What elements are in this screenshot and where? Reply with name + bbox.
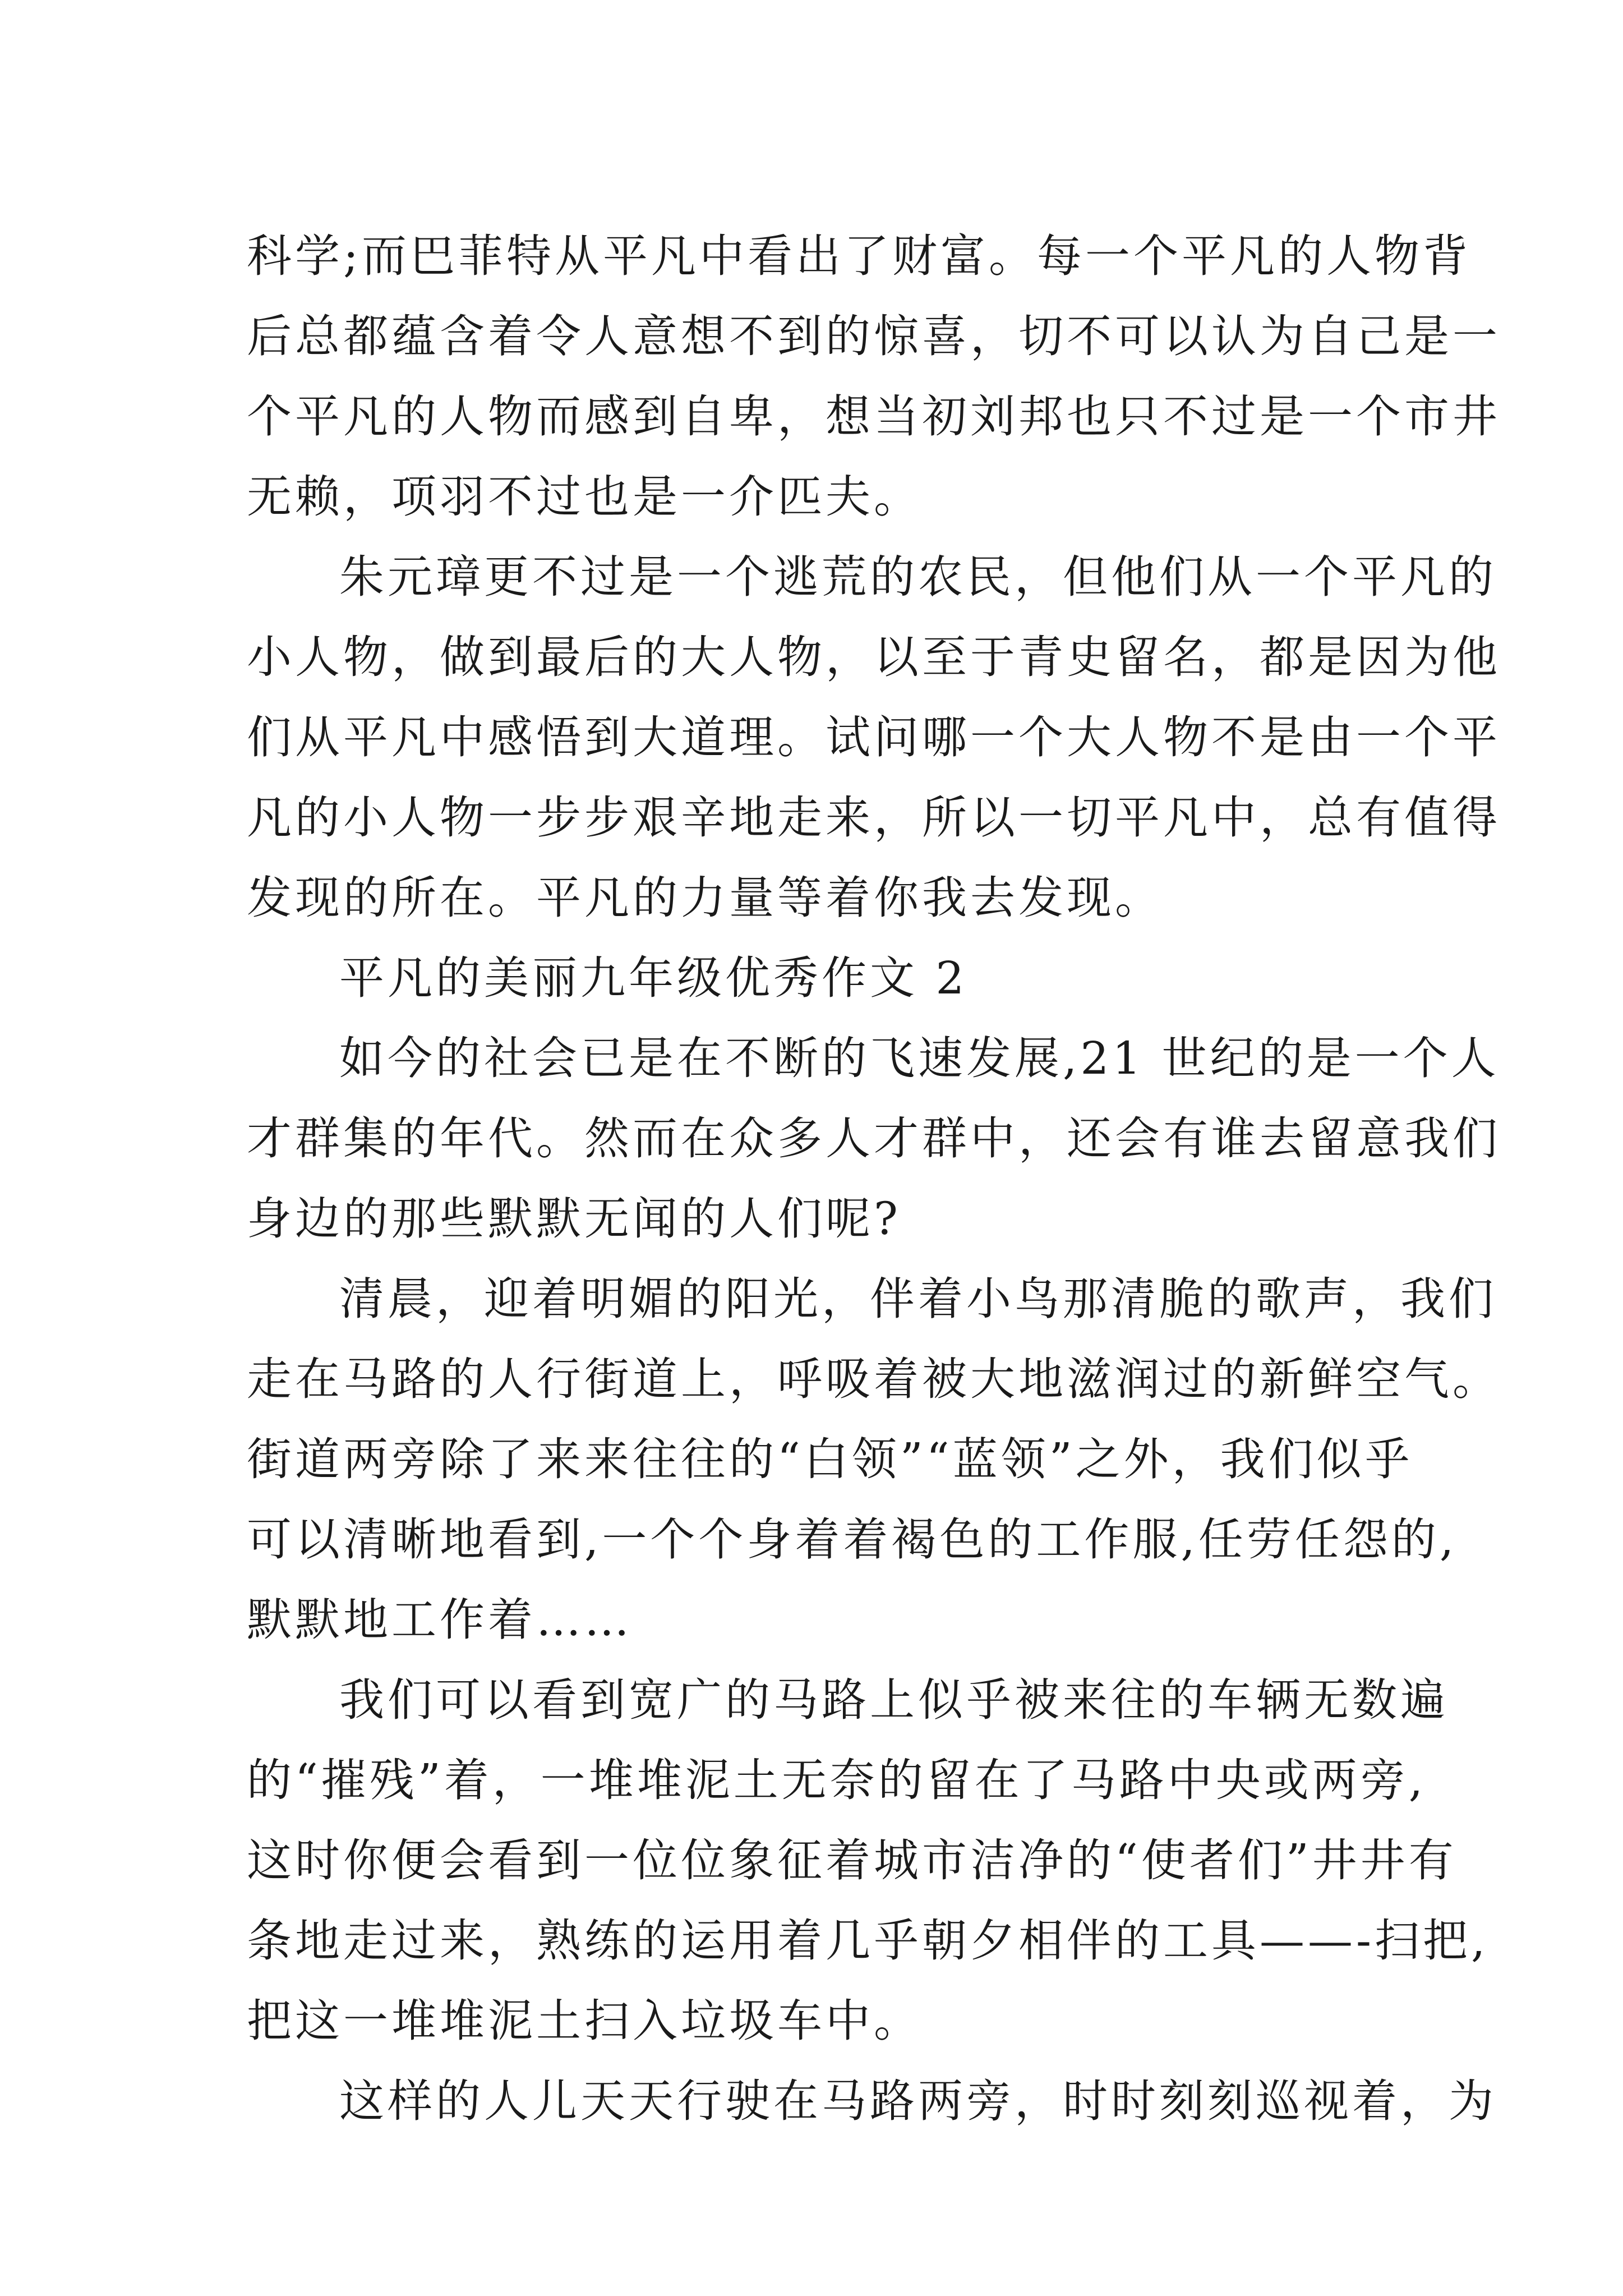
- section-heading: 平凡的美丽九年级优秀作文 2: [339, 952, 968, 1004]
- paragraph-start-line: 如今的社会已是在不断的飞速发展,21 世纪的是一个人: [339, 1032, 1500, 1084]
- text-line: 走在马路的人行街道上，呼吸着被大地滋润过的新鲜空气。: [247, 1353, 1501, 1405]
- text-line: 才群集的年代。然而在众多人才群中，还会有谁去留意我们: [247, 1112, 1501, 1165]
- paragraph-start-line: 这样的人儿天天行驶在马路两旁，时时刻刻巡视着，为: [339, 2075, 1497, 2127]
- text-line: 身边的那些默默无闻的人们呢?: [247, 1193, 901, 1245]
- text-line: 们从平凡中感悟到大道理。试问哪一个大人物不是由一个平: [247, 711, 1501, 763]
- text-line: 发现的所在。平凡的力量等着你我去发现。: [247, 872, 1163, 924]
- document-body: [247, 216, 1501, 2141]
- text-line: 的“摧残”着，一堆堆泥土无奈的留在了马路中央或两旁,: [247, 1754, 1427, 1806]
- text-line: 这时你便会看到一位位象征着城市洁净的“使者们”井井有: [247, 1834, 1457, 1887]
- paragraph-start-line: 清晨，迎着明媚的阳光，伴着小鸟那清脆的歌声，我们: [339, 1273, 1497, 1325]
- text-line: 条地走过来，熟练的运用着几乎朝夕相伴的工具——-扫把,: [247, 1915, 1489, 1967]
- text-line: 街道两旁除了来来往往的“白领”“蓝领”之外，我们似乎: [247, 1433, 1413, 1485]
- text-line: 个平凡的人物而感到自卑，想当初刘邦也只不过是一个市井: [247, 390, 1501, 443]
- paragraph-start-line: 我们可以看到宽广的马路上似乎被来往的车辆无数遍: [339, 1674, 1449, 1726]
- text-line: 小人物，做到最后的大人物，以至于青史留名，都是因为他: [247, 631, 1501, 683]
- text-line: 默默地工作着……: [247, 1594, 633, 1646]
- text-line: 可以清晰地看到,一个个身着着褐色的工作服,任劳任怨的,: [247, 1513, 1458, 1566]
- text-line: 后总都蕴含着令人意想不到的惊喜，切不可以认为自己是一: [247, 310, 1501, 362]
- text-line: 无赖，项羽不过也是一介匹夫。: [247, 471, 922, 523]
- text-line: 科学;而巴菲特从平凡中看出了财富。每一个平凡的人物背: [247, 230, 1471, 282]
- text-line: 凡的小人物一步步艰辛地走来，所以一切平凡中，总有值得: [247, 792, 1501, 844]
- text-line: 把这一堆堆泥土扫入垃圾车中。: [247, 1995, 922, 2047]
- paragraph-start-line: 朱元璋更不过是一个逃荒的农民，但他们从一个平凡的: [339, 551, 1497, 603]
